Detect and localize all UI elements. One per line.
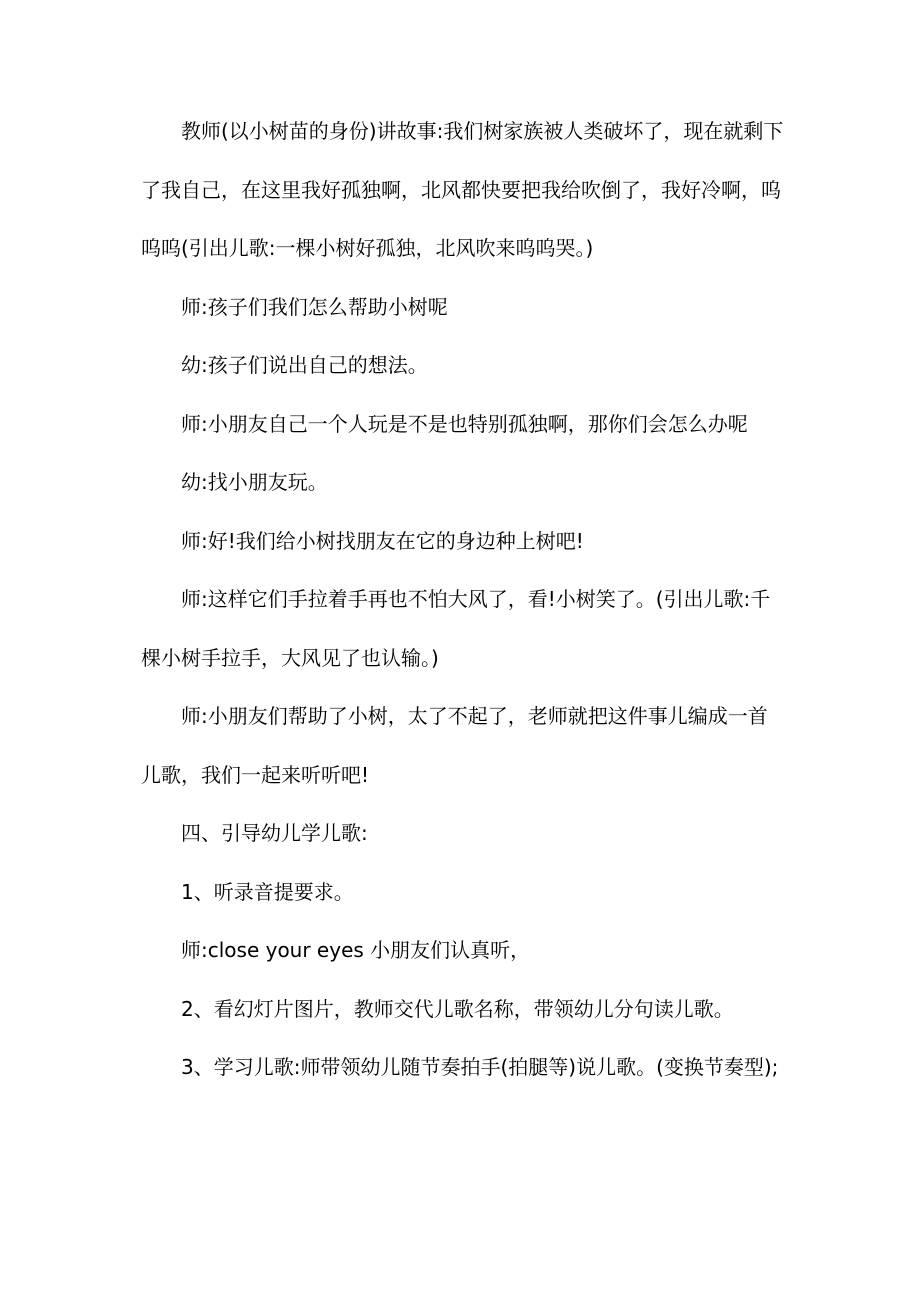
list-item: 1、听录音提要求。: [181, 879, 354, 904]
list-item: 2、看幻灯片图片，教师交代儿歌名称，带领幼儿分句读儿歌。: [181, 996, 734, 1021]
paragraph: 师:小朋友们帮助了小树，太了不起了，老师就把这件事儿编成一首儿歌，我们一起来听听吧!: [141, 704, 768, 787]
paragraph: 师:好!我们给小树找朋友在它的身边种上树吧!: [181, 528, 584, 553]
paragraph: 幼:孩子们说出自己的想法。: [181, 353, 428, 377]
section-heading: 四、引导幼儿学儿歌:: [181, 821, 368, 845]
paragraph: 师:close your eyes 小朋友们认真听，: [181, 938, 531, 962]
document-body: [141, 102, 786, 1097]
paragraph: 教师(以小树苗的身份)讲故事:我们树家族被人类破坏了，现在就剩下了我自己，在这里我好孤独啊，北风都快要把我给吹倒了，我好冷啊，呜呜呜(引出儿歌:一棵小树好孤独，北风吹来呜呜哭。): [141, 119, 784, 260]
paragraph: 师:小朋友自己一个人玩是不是也特别孤独啊，那你们会怎么办呢: [181, 411, 748, 436]
paragraph: 师:孩子们我们怎么帮助小树呢: [181, 294, 448, 319]
list-item: 3、学习儿歌:师带领幼儿随节奏拍手(拍腿等)说儿歌。(变换节奏型);: [181, 1055, 779, 1079]
paragraph: 师:这样它们手拉着手再也不怕大风了，看!小树笑了。(引出儿歌:千棵小树手拉手，大风见了也认输。): [141, 587, 771, 670]
paragraph: 幼:找小朋友玩。: [181, 470, 328, 494]
